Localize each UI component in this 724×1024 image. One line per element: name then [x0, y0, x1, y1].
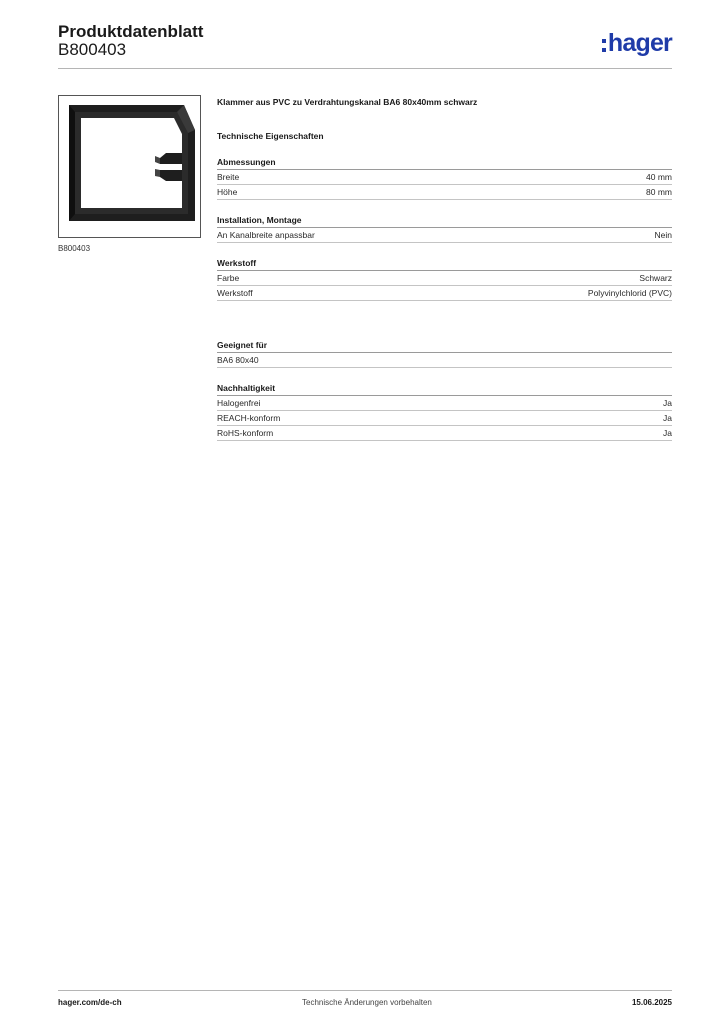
- property-label: Höhe: [217, 187, 238, 197]
- hager-logo[interactable]: [602, 30, 672, 56]
- property-label: Werkstoff: [217, 288, 253, 298]
- footer-website-link[interactable]: hager.com/de-ch: [58, 998, 122, 1007]
- property-value: Ja: [663, 398, 672, 408]
- section-abmessungen: [217, 156, 672, 200]
- property-value: Ja: [663, 428, 672, 438]
- footer-divider: [58, 990, 672, 991]
- technical-properties-heading: Technische Eigenschaften: [217, 131, 324, 141]
- property-value: 80 mm: [646, 187, 672, 197]
- section-title: Installation, Montage: [217, 214, 672, 228]
- property-value: 40 mm: [646, 172, 672, 182]
- property-value: Schwarz: [639, 273, 672, 283]
- document-title: Produktdatenblatt: [58, 22, 204, 41]
- section-werkstoff: [217, 257, 672, 301]
- section-title: Nachhaltigkeit: [217, 382, 672, 396]
- product-description: Klammer aus PVC zu Verdrahtungskanal BA6 80x40mm schwarz: [217, 97, 478, 107]
- property-label: An Kanalbreite anpassbar: [217, 230, 315, 240]
- property-label: Halogenfrei: [217, 398, 261, 408]
- property-label: RoHS-konform: [217, 428, 274, 438]
- property-row: [217, 170, 672, 185]
- property-row: [217, 185, 672, 200]
- section-title: Geeignet für: [217, 339, 672, 353]
- section-geeignet: [217, 339, 672, 368]
- property-row: [217, 426, 672, 441]
- logo-colon-icon: [602, 39, 606, 52]
- property-row: [217, 271, 672, 286]
- footer-notice: Technische Änderungen vorbehalten: [302, 998, 432, 1007]
- section-title: Abmessungen: [217, 156, 672, 170]
- property-label: Farbe: [217, 273, 240, 283]
- property-row: [217, 353, 672, 368]
- section-title: Werkstoff: [217, 257, 672, 271]
- footer-date: 15.06.2025: [631, 998, 672, 1007]
- cable-clip-icon: [59, 96, 200, 237]
- property-label: REACH-konform: [217, 413, 281, 423]
- property-value: Polyvinylchlorid (PVC): [587, 288, 672, 298]
- property-row: [217, 396, 672, 411]
- property-row: [217, 286, 672, 301]
- property-row: [217, 411, 672, 426]
- property-label: Breite: [217, 172, 240, 182]
- header-divider: [58, 68, 672, 69]
- property-value: Nein: [654, 230, 672, 240]
- product-image: [58, 95, 201, 238]
- page-header: [58, 22, 672, 68]
- logo-text: hager: [607, 29, 672, 57]
- property-value: Ja: [663, 413, 672, 423]
- section-installation: [217, 214, 672, 243]
- property-label: BA6 80x40: [217, 355, 259, 365]
- document-subtitle: B800403: [58, 40, 127, 59]
- image-caption: B800403: [58, 244, 91, 253]
- product-content: [217, 96, 672, 441]
- property-row: [217, 228, 672, 243]
- section-nachhaltigkeit: [217, 382, 672, 441]
